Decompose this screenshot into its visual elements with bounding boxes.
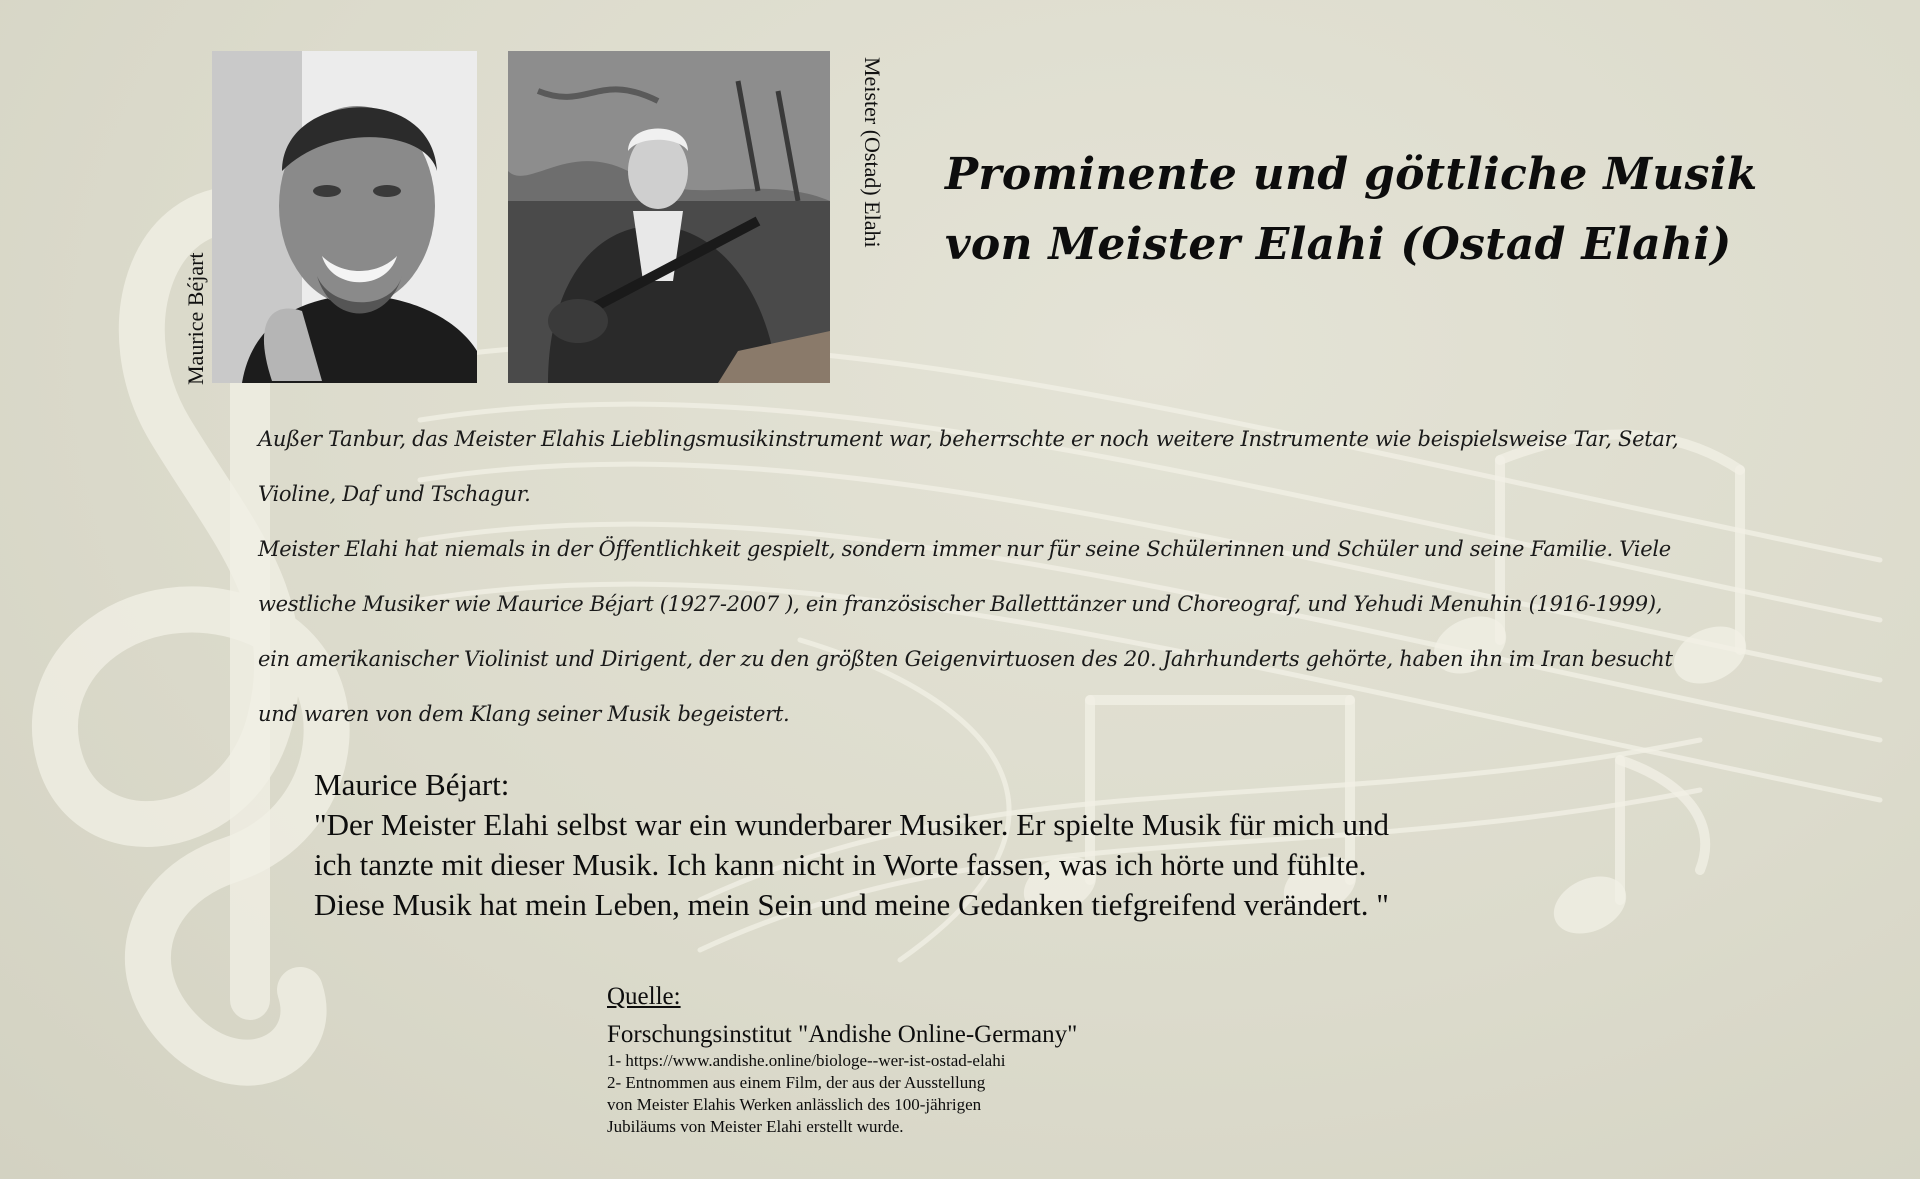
source-ref-2-line-3: Jubiläums von Meister Elahi erstellt wurde. <box>607 1117 904 1136</box>
source-label: Quelle: <box>607 983 681 1010</box>
source-ref-2-line-2: von Meister Elahis Werken anlässlich des 100-jährigen <box>607 1095 982 1114</box>
body-paragraph-2: Meister Elahi hat niemals in der Öffentlichkeit gespielt, sondern immer nur für seine Schülerinnen und Schüler und seine Familie. Viele westliche Musiker wie Maurice Béjart (1927-2007 ), ein französischer Balletttänzer und Choreograf, und Yehudi Menuhin (1916-1999), ein amerikanischer Violinist und Dirigent, der zu den größten Geigenvirtuosen des 20. Jahrhunderts gehörte, haben ihn im Iran besucht und waren von dem Klang seiner Musik begeistert. <box>258 537 1673 726</box>
caption-meister-elahi: Meister (Ostad) Elahi <box>860 57 885 248</box>
quote-line-1: "Der Meister Elahi selbst war ein wunderbarer Musiker. Er spielte Musik für mich und <box>314 807 1389 842</box>
quote-block <box>314 765 1614 925</box>
quote-line-2: ich tanzte mit dieser Musik. Ich kann nicht in Worte fassen, was ich hörte und fühlte. <box>314 847 1367 882</box>
page-title <box>945 140 1845 280</box>
body-paragraph-1: Außer Tanbur, das Meister Elahis Lieblingsmusikinstrument war, beherrschte er noch weitere Instrumente wie beispielsweise Tar, Setar, Violine, Daf und Tschagur. <box>258 427 1679 506</box>
photo-meister-elahi <box>508 51 830 383</box>
source-ref-2-line-1: 2- Entnommen aus einem Film, der aus der Ausstellung <box>607 1073 986 1092</box>
page-title-line-2: von Meister Elahi (Ostad Elahi) <box>945 219 1732 270</box>
photo-maurice-bejart <box>212 51 477 383</box>
quote-author: Maurice Béjart: <box>314 767 510 802</box>
body-text <box>258 412 1698 742</box>
source-block <box>607 982 1307 1138</box>
caption-maurice-bejart: Maurice Béjart <box>183 252 208 385</box>
source-institute: Forschungsinstitut "Andishe Online-Germany" <box>607 1021 1078 1048</box>
source-ref-1: 1- https://www.andishe.online/biologe--wer-ist-ostad-elahi <box>607 1051 1006 1070</box>
quote-line-3: Diese Musik hat mein Leben, mein Sein und meine Gedanken tiefgreifend verändert. " <box>314 887 1389 922</box>
page-title-line-1: Prominente und göttliche Musik <box>945 149 1758 200</box>
